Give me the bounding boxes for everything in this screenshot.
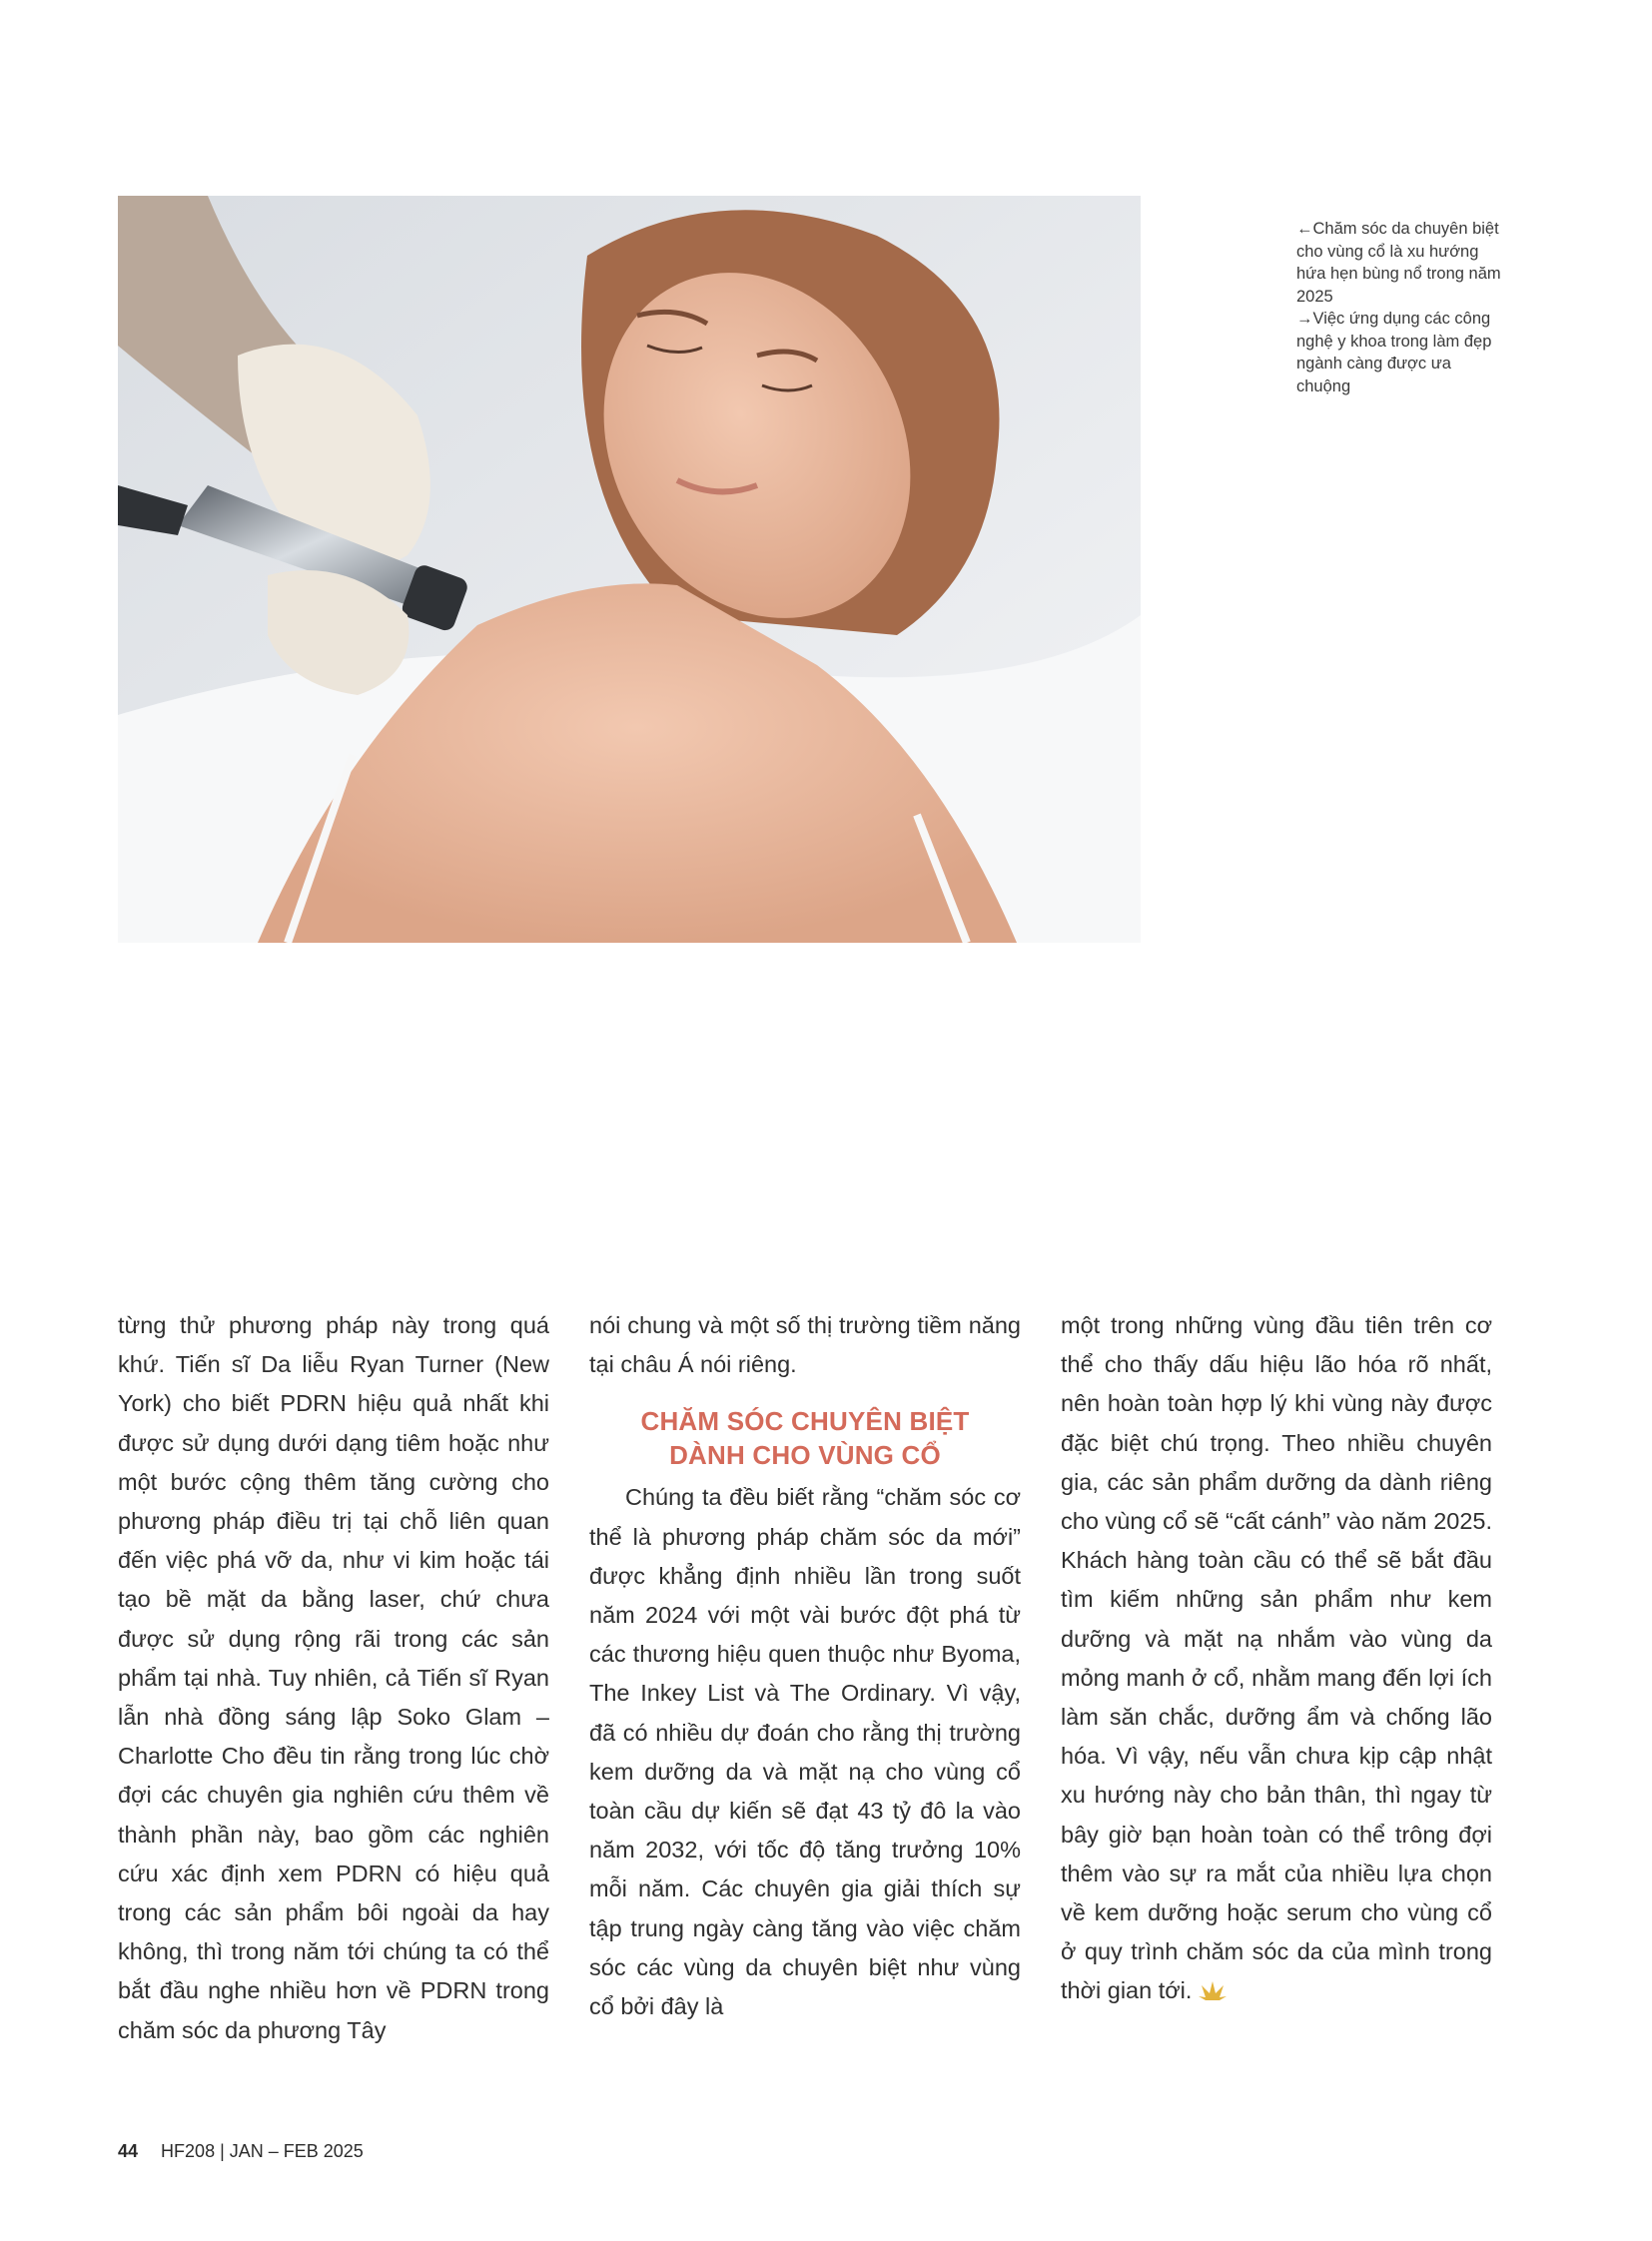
column-1-text: từng thử phương pháp này trong quá khứ. Tiến sĩ Da liễu Ryan Turner (New York) cho biết PDRN hiệu quả nhất khi được sử dụng dưới dạng tiêm hoặc như một bước cộng thêm tăng cường cho phương pháp điều trị tại chỗ liên quan đến việc phá vỡ da, như vi kim hoặc tái tạo bề mặt da bằng laser, chứ chưa được sử dụng rộng rãi trong các sản phẩm tại nhà. Tuy nhiên, cả Tiến sĩ Ryan lẫn nhà đồng sáng lập Soko Glam – Charlotte Cho đều tin rằng trong lúc chờ đợi các chuyên gia nghiên cứu thêm về thành phần này, bao gồm các nghiên cứu xác định xem PDRN có hiệu quả trong các sản phẩm bôi ngoài da hay không, thì trong năm tới chúng ta có thể bắt đầu nghe nhiều hơn về PDRN trong chăm sóc da phương Tây [118,1312,549,2043]
issue-info: HF208 | JAN – FEB 2025 [161,2141,364,2161]
section-heading [589,1404,1021,1472]
heading-line-2: DÀNH CHO VÙNG CỔ [669,1440,941,1471]
caption-line-1: ←Chăm sóc da chuyên biệt cho vùng cổ là xu hướng hứa hẹn bùng nổ trong năm 2025 [1296,220,1501,306]
column-3-paragraph [1061,1306,1492,2011]
page-footer [118,2141,364,2162]
lotus-end-mark-icon [1198,1979,1228,2001]
caption-line-2: →Việc ứng dụng các công nghệ y khoa trong làm đẹp ngành càng được ưa chuộng [1296,310,1492,395]
article-column-2 [589,1306,1021,2026]
neck-treatment-photo [118,196,1141,943]
article-column-3 [1061,1306,1492,2011]
column-3-text: một trong những vùng đầu tiên trên cơ thể cho thấy dấu hiệu lão hóa rõ nhất, nên hoàn toàn hợp lý khi vùng này được đặc biệt chú trọng. Theo nhiều chuyên gia, các sản phẩm dưỡng da dành riêng cho vùng cổ sẽ “cất cánh” vào năm 2025. Khách hàng toàn cầu có thể sẽ bắt đầu tìm kiếm những sản phẩm như kem dưỡng và mặt nạ nhắm vào vùng da mỏng manh ở cổ, nhằm mang đến lợi ích làm săn chắc, dưỡng ẩm và chống lão hóa. Vì vậy, nếu vẫn chưa kịp cập nhật xu hướng này cho bản thân, thì ngay từ bây giờ bạn hoàn toàn có thể trông đợi thêm vào sự ra mắt của nhiều lựa chọn về kem dưỡng hoặc serum cho vùng cổ ở quy trình chăm sóc da của mình trong thời gian tới. [1061,1312,1492,2004]
heading-line-1: CHĂM SÓC CHUYÊN BIỆT [640,1406,970,1437]
photo-caption [1296,218,1506,397]
article-column-1 [118,1306,549,2050]
page-number: 44 [118,2141,139,2161]
column-2-body: Chúng ta đều biết rằng “chăm sóc cơ thể là phương pháp chăm sóc da mới” được khẳng định nhiều lần trong suốt năm 2024 với một vài bước đột phá từ các thương hiệu quen thuộc như Byoma, The Inkey List và The Ordinary. Vì vậy, đã có nhiều dự đoán cho rằng thị trường kem dưỡng da và mặt nạ cho vùng cổ toàn cầu dự kiến sẽ đạt 43 tỷ đô la vào năm 2032, với tốc độ tăng trưởng 10% mỗi năm. Các chuyên gia giải thích sự tập trung ngày càng tăng vào việc chăm sóc các vùng da chuyên biệt như vùng cổ bởi đây là [589,1484,1021,2020]
column-2-intro: nói chung và một số thị trường tiềm năng tại châu Á nói riêng. [589,1312,1021,1378]
